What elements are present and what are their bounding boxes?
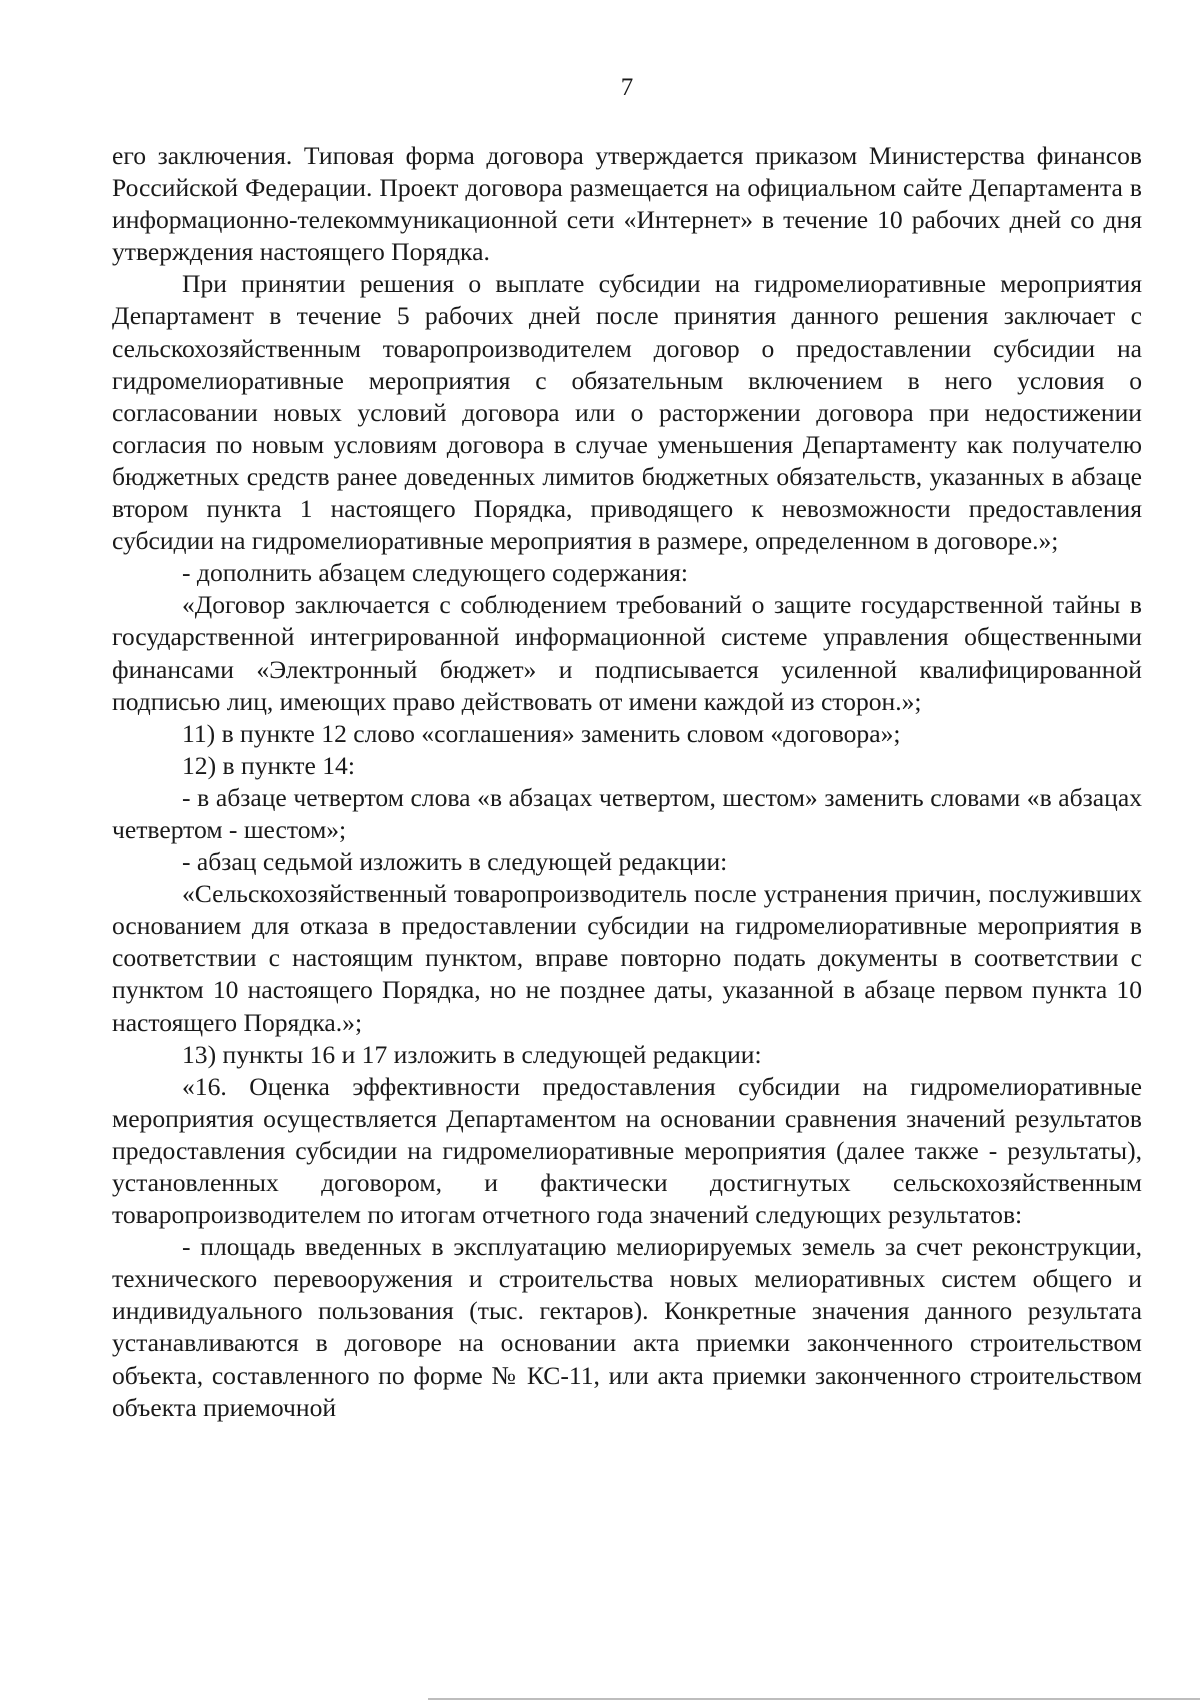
document-body xyxy=(112,140,1142,1424)
paragraph-item-13: 13) пункты 16 и 17 изложить в следующей редакции: xyxy=(182,1039,762,1069)
paragraph-continuation: его заключения. Типовая форма договора утверждается приказом Министерства финансов Российской Федерации. Проект договора размещается на официальном сайте Департамента в информационно-телекоммуникационной сети «Интернет» в течение 10 рабочих дней со дня утверждения настоящего Порядка. xyxy=(112,141,1142,267)
paragraph-area-result: - площадь введенных в эксплуатацию мелиорируемых земель за счет реконструкции, технического перевооружения и строительства новых мелиоративных систем общего и индивидуального пользования (тыс. гектаров). Конкретные значения данного результата устанавливаются в договоре на основании акта приемки законченного строительством объекта, составленного по форме № КС-11, или акта приемки законченного строительством объекта приемочной xyxy=(112,1232,1142,1422)
paragraph-point-16: «16. Оценка эффективности предоставления субсидии на гидромелиоративные мероприятия осуществляется Департаментом на основании сравнения значений результатов предоставления субсидии на гидромелиоративные мероприятия (далее также - результаты), установленных договором, и фактически достигнутых сельскохозяйственным товаропроизводителем по итогам отчетного года значений следующих результатов: xyxy=(112,1071,1142,1230)
paragraph-item-12-seventh: - абзац седьмой изложить в следующей редакции: xyxy=(182,847,728,877)
paragraph-add-clause: - дополнить абзацем следующего содержания: xyxy=(182,558,688,588)
page-number: 7 xyxy=(620,74,634,101)
paragraph-item-11: 11) в пункте 12 слово «соглашения» заменить словом «договора»; xyxy=(182,718,901,748)
paragraph-item-12-fourth: - в абзаце четвертом слова «в абзацах четвертом, шестом» заменить словами «в абзацах четвертом - шестом»; xyxy=(112,782,1142,844)
paragraph-item-12: 12) в пункте 14: xyxy=(182,750,355,780)
paragraph-electronic-budget: «Договор заключается с соблюдением требований о защите государственной тайны в государственной интегрированной информационной системе управления общественными финансами «Электронный бюджет» и подписывается усиленной квалифицированной подписью лиц, имеющих право действовать от имени каждой из сторон.»; xyxy=(112,590,1142,716)
paragraph-contract-terms: При принятии решения о выплате субсидии на гидромелиоративные мероприятия Департамент в течение 5 рабочих дней после принятия данного решения заключает с сельскохозяйственным товаропроизводителем договор о предоставлении субсидии на гидромелиоративные мероприятия с обязательным включением в него условия о согласовании новых условий договора или о расторжении договора при недостижении согласия по новым условиям договора в случае уменьшения Департаменту как получателю бюджетных средств ранее доведенных лимитов бюджетных обязательств, указанных в абзаце втором пункта 1 настоящего Порядка, приводящего к невозможности предоставления субсидии на гидромелиоративные мероприятия в размере, определенном в договоре.»; xyxy=(112,269,1142,556)
scan-edge-line xyxy=(428,1698,1200,1700)
paragraph-resubmission: «Сельскохозяйственный товаропроизводитель после устранения причин, послуживших основанием для отказа в предоставлении субсидии на гидромелиоративные мероприятия в соответствии с настоящим пунктом, вправе повторно подать документы в соответствии с пунктом 10 настоящего Порядка, но не позднее даты, указанной в абзаце первом пункта 10 настоящего Порядка.»; xyxy=(112,879,1142,1037)
